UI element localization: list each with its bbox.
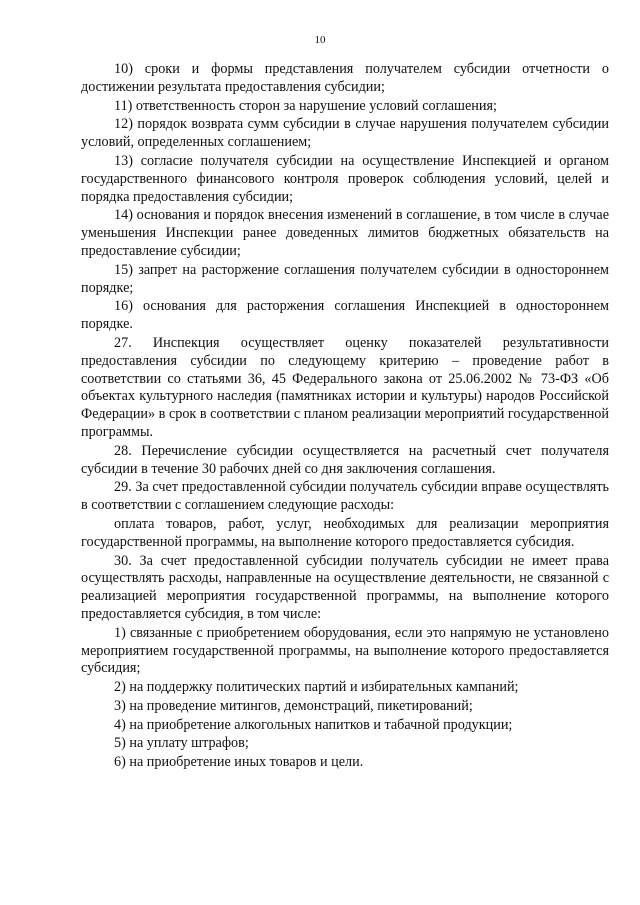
paragraph-item-12: 12) порядок возврата сумм субсидии в случае нарушения получателем субсидии условий, определенных соглашением; — [81, 116, 609, 151]
paragraph-item-11: 11) ответственность сторон за нарушение условий соглашения; — [114, 97, 497, 114]
paragraph-clause-27: 27. Инспекция осуществляет оценку показателей результативности предоставления субсидии по следующему критерию – проведение работ в соответствии со статьями 36, 45 Федерального закона от 25.06.2002 № 73-ФЗ «Об объектах культурного наследия (памятниках истории и культуры) народов Российской Федерации» в срок в соответствии с планом реализации мероприятий государственной программы. — [81, 334, 609, 440]
paragraph-clause-30-item-5: 5) на уплату штрафов; — [114, 735, 249, 752]
paragraph-item-14: 14) основания и порядок внесения изменений в соглашение, в том числе в случае уменьшения Инспекции ранее доведенных лимитов бюджетных обязательств на предоставление субсидии; — [81, 207, 609, 259]
paragraph-item-13: 13) согласие получателя субсидии на осуществление Инспекцией и органом государственного финансового контроля проверок соблюдения условий, целей и порядка предоставления субсидии; — [81, 152, 609, 205]
paragraph-clause-28: 28. Перечисление субсидии осуществляется на расчетный счет получателя субсидии в течение 30 рабочих дней со дня заключения соглашения. — [81, 442, 609, 477]
paragraph-item-16: 16) основания для расторжения соглашения Инспекцией в одностороннем порядке. — [81, 298, 609, 333]
paragraph-clause-30-item-1: 1) связанные с приобретением оборудования, если это напрямую не установлено мероприятием государственной программы, на выполнение которого предоставляется субсидия; — [81, 624, 609, 677]
paragraph-clause-30-item-4: 4) на приобретение алкогольных напитков и табачной продукции; — [114, 716, 513, 733]
paragraph-clause-30: 30. За счет предоставленной субсидии получатель субсидии не имеет права осуществлять расходы, направленные на осуществление деятельности, не связанной с реализацией мероприятия государственной программы, на выполнение которого предоставляется субсидия, в том числе: — [81, 552, 609, 622]
paragraph-clause-30-item-3: 3) на проведение митингов, демонстраций, пикетирований; — [114, 697, 473, 714]
paragraph-clause-30-item-2: 2) на поддержку политических партий и избирательных кампаний; — [114, 679, 519, 696]
paragraph-clause-30-item-6: 6) на приобретение иных товаров и цели. — [114, 754, 364, 771]
paragraph-item-10: 10) сроки и формы представления получателем субсидии отчетности о достижении результата предоставления субсидии; — [81, 61, 609, 95]
paragraph-item-15: 15) запрет на расторжение соглашения получателем субсидии в одностороннем порядке; — [81, 261, 609, 296]
paragraph-clause-29-expense: оплата товаров, работ, услуг, необходимых для реализации мероприятия государственной программы, на выполнение которого предоставляется субсидия. — [81, 515, 609, 550]
document-body — [81, 61, 609, 773]
paragraph-clause-29: 29. За счет предоставленной субсидии получатель субсидии вправе осуществлять в соответствии с соглашением следующие расходы: — [81, 479, 609, 514]
page-number: 10 — [314, 34, 326, 46]
